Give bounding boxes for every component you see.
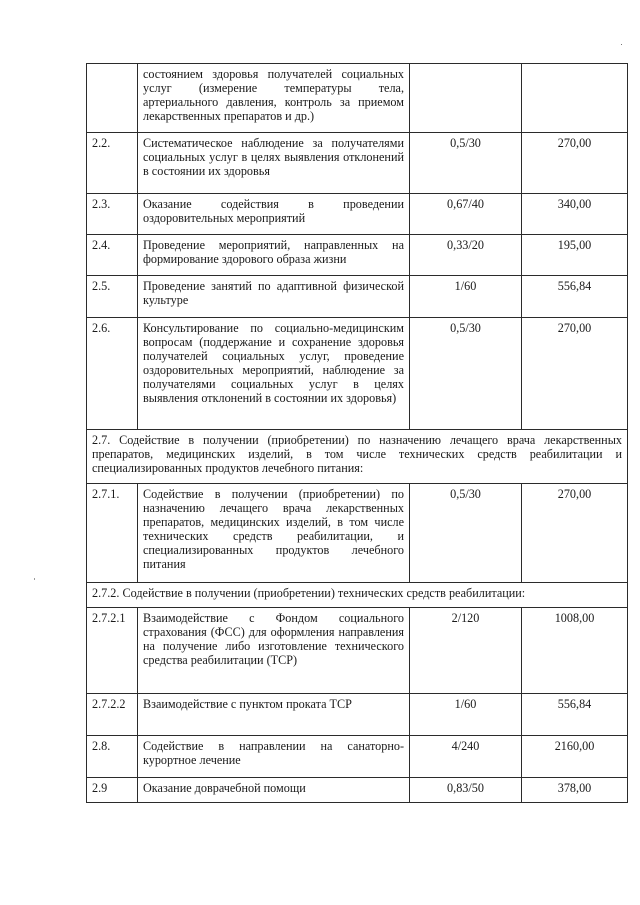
scan-speck	[621, 44, 622, 45]
service-name: Содействие в направлении на санаторно-курортное лечение	[138, 736, 410, 778]
row-number: 2.7.2.2	[87, 694, 138, 736]
table-row	[87, 318, 628, 430]
row-number	[87, 64, 138, 133]
service-time: 1/60	[410, 276, 522, 318]
service-price: 2160,00	[522, 736, 628, 778]
table-row	[87, 64, 628, 133]
table-row	[87, 694, 628, 736]
table-row	[87, 736, 628, 778]
service-time: 1/60	[410, 694, 522, 736]
service-name: Оказание содействия в проведении оздоровительных мероприятий	[138, 194, 410, 235]
service-name: Взаимодействие с пунктом проката ТСР	[138, 694, 410, 736]
service-name: Консультирование по социально-медицинским вопросам (поддержание и сохранение здоровья получателей социальных услуг, проведение оздоровительных мероприятий, наблюдение за получателями социальных услуг в целях выявления отклонений в состоянии их здоровья)	[138, 318, 410, 430]
section-heading: 2.7.2. Содействие в получении (приобретении) технических средств реабилитации:	[87, 583, 628, 608]
service-name: состоянием здоровья получателей социальных услуг (измерение температуры тела, артериального давления, контроль за приемом лекарственных препаратов и др.)	[138, 64, 410, 133]
service-price	[522, 64, 628, 133]
service-time: 0,33/20	[410, 235, 522, 276]
service-name: Систематическое наблюдение за получателями социальных услуг в целях выявления отклонений в состоянии их здоровья	[138, 133, 410, 194]
table-row	[87, 608, 628, 694]
service-time: 0,5/30	[410, 133, 522, 194]
service-time: 0,5/30	[410, 318, 522, 430]
row-number: 2.9	[87, 778, 138, 803]
services-table	[86, 63, 628, 803]
section-row	[87, 430, 628, 484]
service-price: 556,84	[522, 694, 628, 736]
table-row	[87, 235, 628, 276]
service-price: 270,00	[522, 133, 628, 194]
service-price: 556,84	[522, 276, 628, 318]
service-time	[410, 64, 522, 133]
table-row	[87, 194, 628, 235]
row-number: 2.6.	[87, 318, 138, 430]
service-name: Взаимодействие с Фондом социального страхования (ФСС) для оформления направления на получение либо изготовление технического средства реабилитации (ТСР)	[138, 608, 410, 694]
service-time: 0,5/30	[410, 484, 522, 583]
section-row	[87, 583, 628, 608]
section-heading: 2.7. Содействие в получении (приобретении) по назначению лечащего врача лекарственных препаратов, медицинских изделий, в том числе технических средств реабилитации и специализированных продуктов лечебного питания:	[87, 430, 628, 484]
row-number: 2.2.	[87, 133, 138, 194]
service-time: 0,67/40	[410, 194, 522, 235]
service-name: Содействие в получении (приобретении) по назначению лечащего врача лекарственных препаратов, медицинских изделий, в том числе технических средств реабилитации, и специализированных продуктов лечебного питания	[138, 484, 410, 583]
service-time: 2/120	[410, 608, 522, 694]
row-number: 2.4.	[87, 235, 138, 276]
table-row	[87, 276, 628, 318]
service-price: 270,00	[522, 484, 628, 583]
table-row	[87, 778, 628, 803]
scan-speck	[34, 578, 35, 580]
service-price: 378,00	[522, 778, 628, 803]
row-number: 2.3.	[87, 194, 138, 235]
service-price: 195,00	[522, 235, 628, 276]
service-price: 1008,00	[522, 608, 628, 694]
row-number: 2.5.	[87, 276, 138, 318]
service-time: 4/240	[410, 736, 522, 778]
row-number: 2.7.1.	[87, 484, 138, 583]
row-number: 2.8.	[87, 736, 138, 778]
service-time: 0,83/50	[410, 778, 522, 803]
table-row	[87, 133, 628, 194]
table-row	[87, 484, 628, 583]
service-name: Проведение занятий по адаптивной физической культуре	[138, 276, 410, 318]
service-name: Проведение мероприятий, направленных на формирование здорового образа жизни	[138, 235, 410, 276]
service-price: 340,00	[522, 194, 628, 235]
service-name: Оказание доврачебной помощи	[138, 778, 410, 803]
service-price: 270,00	[522, 318, 628, 430]
row-number: 2.7.2.1	[87, 608, 138, 694]
